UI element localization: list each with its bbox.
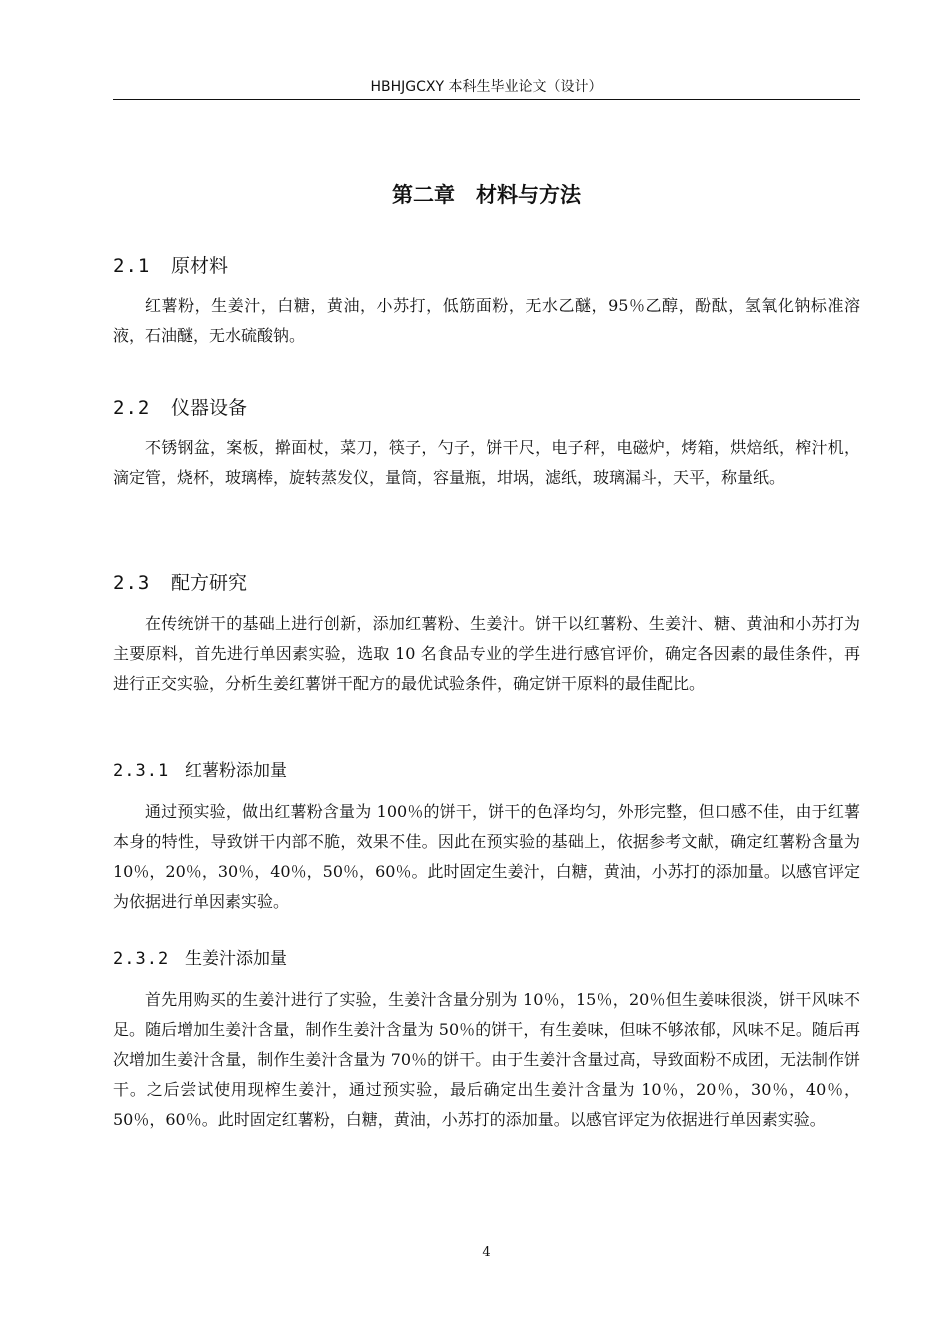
section-body-2-1: 红薯粉，生姜汁，白糖，黄油，小苏打，低筋面粉，无水乙醚，95％乙醇，酚酞，氢氧化钠标准溶液，石油醚，无水硫酸钠。 (113, 296, 860, 345)
section-body-2-3: 在传统饼干的基础上进行创新，添加红薯粉、生姜汁。饼干以红薯粉、生姜汁、糖、黄油和小苏打为主要原料，首先进行单因素实验，选取 10 名食品专业的学生进行感官评价，确定各因素的最佳条件，再进行正交实验，分析生姜红薯饼干配方的最优试验条件，确定饼干原料的最佳配比。 (113, 614, 860, 693)
section-title: 仪器设备 (171, 397, 248, 419)
running-header: HBHJGCXY 本科生毕业论文（设计） (370, 79, 603, 95)
section-title: 原材料 (171, 255, 229, 277)
subsection-heading-2-3-2 (113, 946, 287, 972)
section-heading-2-2 (113, 395, 247, 421)
section-title: 配方研究 (171, 572, 248, 594)
subsection-title: 生姜汁添加量 (185, 949, 287, 969)
page-number: 4 (482, 1245, 491, 1260)
subsection-title: 红薯粉添加量 (185, 761, 287, 781)
subsection-number: 2.3.1 (113, 761, 170, 781)
section-number: 2.1 (113, 255, 151, 277)
header-rule (113, 99, 860, 100)
section-number: 2.3 (113, 572, 151, 594)
section-number: 2.2 (113, 397, 151, 419)
section-heading-2-3 (113, 570, 247, 596)
section-heading-2-1 (113, 253, 228, 279)
chapter-title: 第二章 材料与方法 (392, 183, 581, 207)
subsection-body-2-3-2: 首先用购买的生姜汁进行了实验，生姜汁含量分别为 10％，15％，20％但生姜味很淡，饼干风味不足。随后增加生姜汁含量，制作生姜汁含量为 50％的饼干，有生姜味，但味不够浓郁，风味不足。随后再次增加生姜汁含量，制作生姜汁含量为 70％的饼干。由于生姜汁含量过高，导致面粉不成团，无法制作饼干。之后尝试使用现榨生姜汁，通过预实验，最后确定出生姜汁含量为 10％，20％，30％，40％，50％，60％。此时固定红薯粉，白糖，黄油，小苏打的添加量。以感官评定为依据进行单因素实验。 (113, 990, 860, 1129)
section-body-2-2: 不锈钢盆，案板，擀面杖，菜刀，筷子，勺子，饼干尺，电子秤，电磁炉，烤箱，烘焙纸，榨汁机，滴定管，烧杯，玻璃棒，旋转蒸发仪，量筒，容量瓶，坩埚，滤纸，玻璃漏斗，天平，称量纸。 (113, 438, 860, 487)
subsection-body-2-3-1: 通过预实验，做出红薯粉含量为 100％的饼干，饼干的色泽均匀，外形完整，但口感不佳，由于红薯本身的特性，导致饼干内部不脆，效果不佳。因此在预实验的基础上，依据参考文献，确定红薯粉含量为 10％，20％，30％，40％，50％，60％。此时固定生姜汁，白糖，黄油，小苏打的添加量。以感官评定为依据进行单因素实验。 (113, 802, 860, 911)
subsection-heading-2-3-1 (113, 758, 287, 784)
subsection-number: 2.3.2 (113, 949, 170, 969)
